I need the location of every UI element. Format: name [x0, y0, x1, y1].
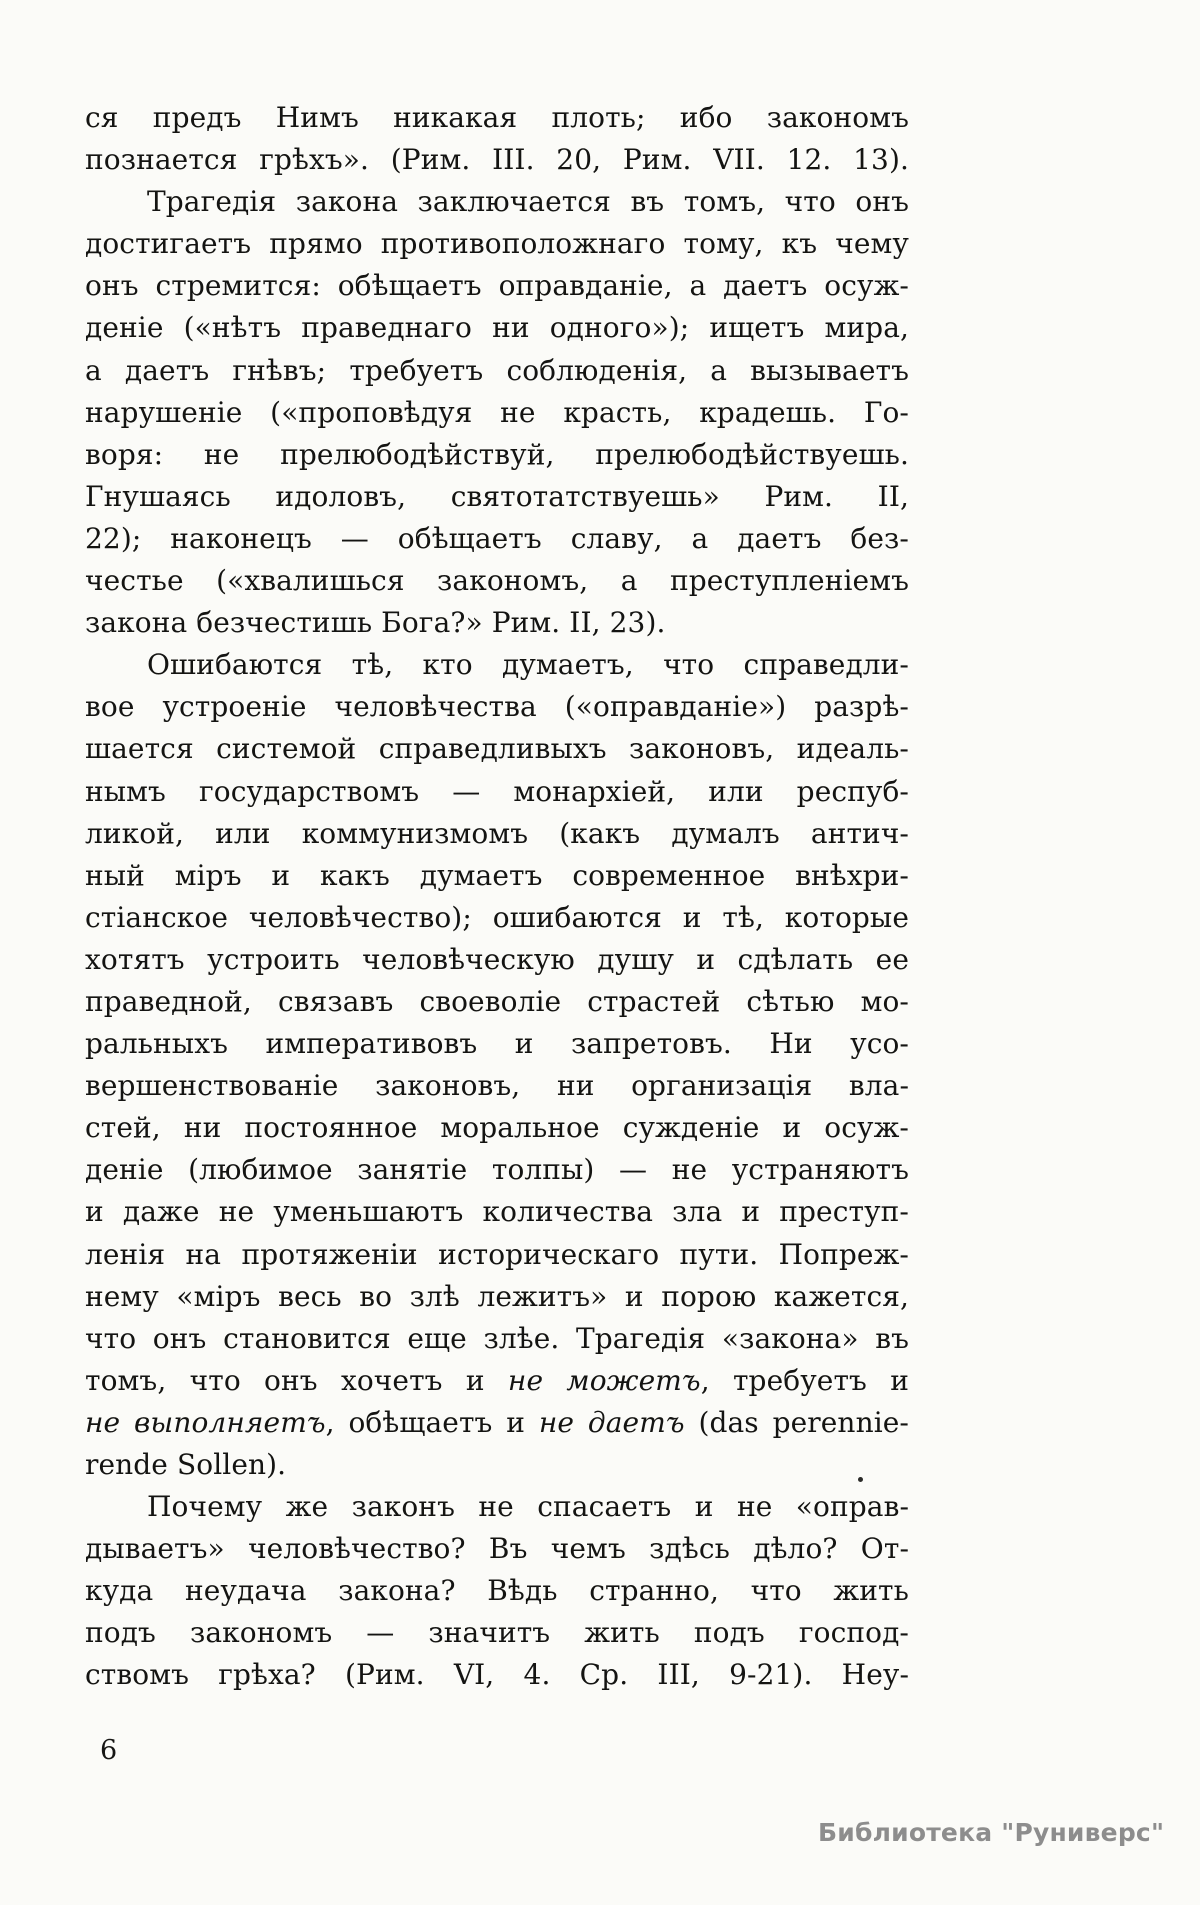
- text-line: не выполняетъ, обѣщаетъ и не даетъ (das perennie-: [85, 1405, 909, 1439]
- text-line: праведной, связавъ своеволіе страстей сѣтью мо-: [85, 984, 909, 1018]
- library-watermark: Библиотека "Руниверс": [818, 1818, 1165, 1847]
- text-line: ствомъ грѣха? (Рим. VI, 4. Ср. III, 9-21). Неу-: [85, 1658, 909, 1692]
- text-line: 22); наконецъ — обѣщаетъ славу, а даетъ без-: [85, 521, 909, 555]
- text-line: деніе («нѣтъ праведнаго ни одного»); ищетъ мира,: [85, 311, 909, 345]
- text-line: достигаетъ прямо противоположнаго тому, къ чему: [85, 227, 909, 261]
- text-line: куда неудача закона? Вѣдь странно, что жить: [85, 1574, 909, 1608]
- text-block: [85, 97, 909, 1697]
- text-line: закона безчестишь Бога?» Рим. II, 23).: [85, 606, 666, 640]
- text-line: хотятъ устроить человѣческую душу и сдѣлать ее: [85, 942, 909, 976]
- text-line: Гнушаясь идоловъ, святотатствуешь» Рим. II,: [85, 479, 909, 513]
- text-line: дываетъ» человѣчество? Въ чемъ здѣсь дѣло? От-: [85, 1532, 909, 1566]
- text-line: а даетъ гнѣвъ; требуетъ соблюденія, а вызываетъ: [85, 353, 909, 387]
- page-number: 6: [100, 1735, 118, 1766]
- text-line: rende Sollen).: [85, 1448, 287, 1481]
- text-line: вое устроеніе человѣчества («оправданіе») разрѣ-: [85, 690, 909, 724]
- text-line: ся предъ Нимъ никакая плоть; ибо закономъ: [85, 101, 909, 134]
- text-line: ральныхъ императивовъ и запретовъ. Ни усо-: [85, 1027, 909, 1061]
- text-line: вершенствованіе законовъ, ни организація вла-: [85, 1069, 909, 1103]
- text-line: воря: не прелюбодѣйствуй, прелюбодѣйствуешь.: [85, 437, 909, 471]
- text-line: и даже не уменьшаютъ количества зла и преступ-: [85, 1195, 909, 1229]
- text-line: нему «міръ весь во злѣ лежитъ» и порою кажется,: [85, 1279, 909, 1313]
- ink-speck: [858, 1477, 863, 1482]
- text-line: нарушеніе («проповѣдуя не красть, крадешь. Го-: [85, 395, 909, 429]
- text-line: стей, ни постоянное моральное сужденіе и осуж-: [85, 1111, 909, 1145]
- text-line: что онъ становится еще злѣе. Трагедія «закона» въ: [85, 1321, 909, 1355]
- text-line: ленія на протяженіи историческаго пути. Попреж-: [85, 1237, 909, 1271]
- text-line: нымъ государствомъ — монархіей, или респуб-: [85, 774, 909, 808]
- text-line: познается грѣхъ». (Рим. III. 20, Рим. VII. 12. 13).: [85, 143, 909, 177]
- text-line: ликой, или коммунизмомъ (какъ думалъ антич-: [85, 816, 909, 850]
- text-line: честье («хвалишься закономъ, а преступленіемъ: [85, 564, 909, 598]
- text-line: подъ закономъ — значитъ жить подъ господ-: [85, 1616, 909, 1650]
- text-line: стіанское человѣчество); ошибаются и тѣ, которые: [85, 900, 909, 934]
- text-line: онъ стремится: обѣщаетъ оправданіе, а даетъ осуж-: [85, 269, 909, 303]
- text-line: шается системой справедливыхъ законовъ, идеаль-: [85, 732, 909, 766]
- text-line: деніе (любимое занятіе толпы) — не устраняютъ: [85, 1153, 909, 1187]
- text-line: томъ, что онъ хочетъ и не можетъ, требуетъ и: [85, 1363, 909, 1397]
- text-line: ный міръ и какъ думаетъ современное внѣхри-: [85, 858, 909, 892]
- text-line: Ошибаются тѣ, кто думаетъ, что справедли-: [147, 648, 909, 682]
- text-line: Почему же законъ не спасаетъ и не «оправ-: [147, 1490, 909, 1524]
- text-line: Трагедія закона заключается въ томъ, что онъ: [147, 185, 909, 219]
